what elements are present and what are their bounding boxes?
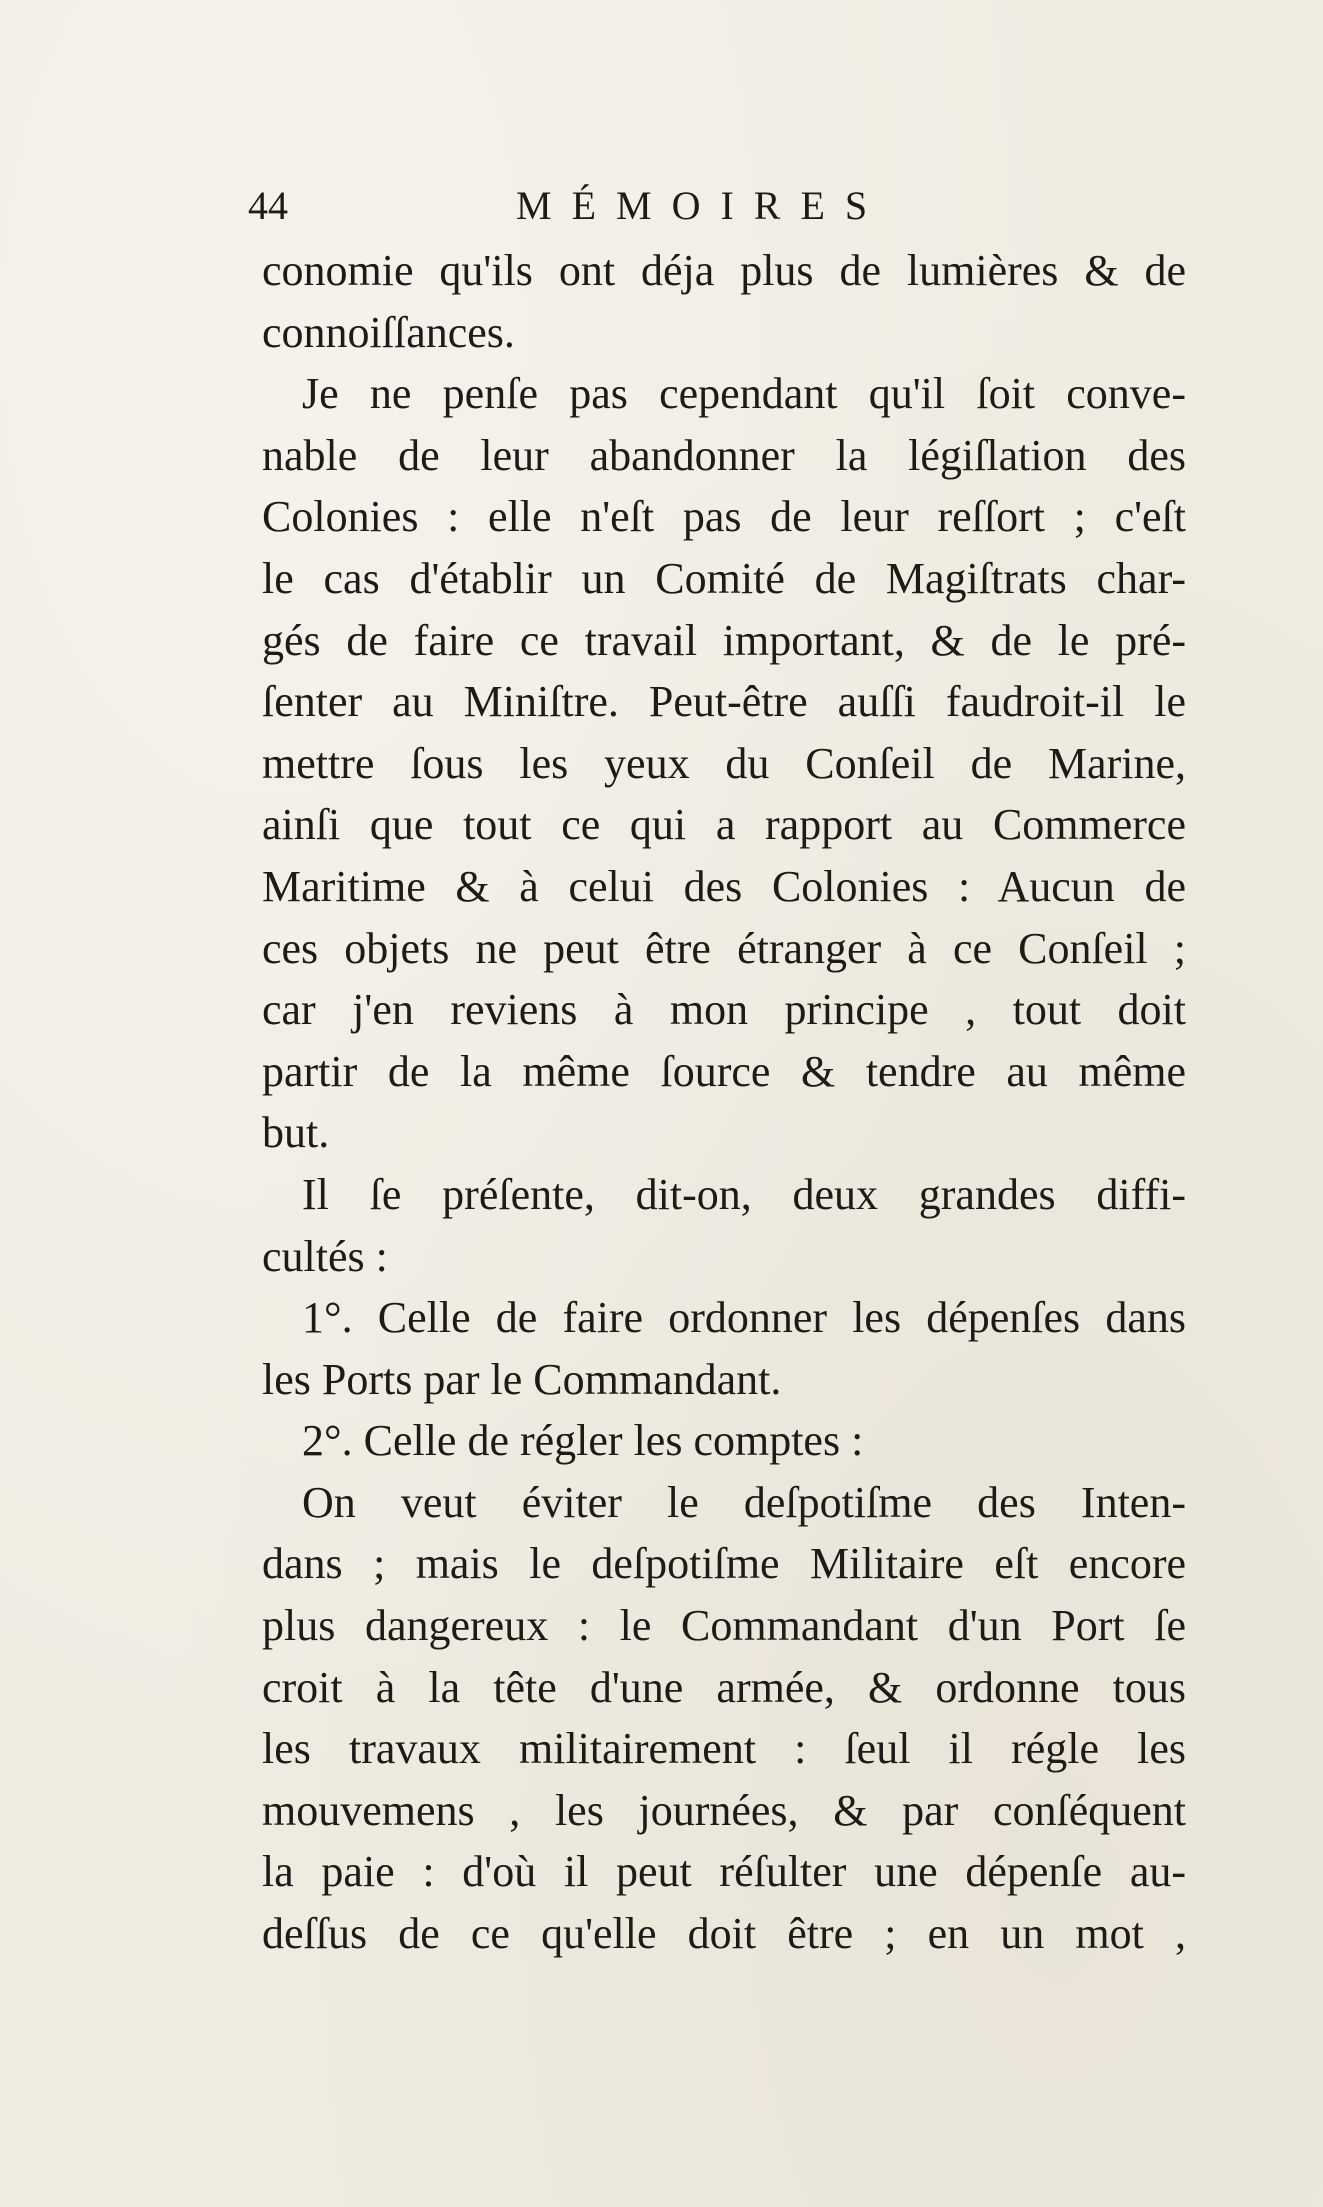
text-line: dans ; mais le deſpotiſme Militaire eſt encore <box>262 1539 1186 1589</box>
text-line: plus dangereux : le Commandant d'un Port ſe <box>262 1601 1186 1651</box>
text-line: Maritime & à celui des Colonies : Aucun de <box>262 861 1186 911</box>
text-line: deſſus de ce qu'elle doit être ; en un mot , <box>262 1909 1186 1959</box>
text-line: les Ports par le Commandant. <box>262 1354 782 1404</box>
text-line: gés de faire ce travail important, & de le pré- <box>262 615 1186 665</box>
text-line: le cas d'établir un Comité de Magiſtrats char- <box>262 553 1186 603</box>
text-line: nable de leur abandonner la légiſlation des <box>262 430 1186 480</box>
text-line: partir de la même ſource & tendre au même <box>262 1046 1186 1096</box>
text-line: Je ne penſe pas cependant qu'il ſoit conve- <box>302 369 1186 419</box>
text-line: ainſi que tout ce qui a rapport au Commerce <box>262 800 1186 850</box>
text-line: ces objets ne peut être étranger à ce Conſeil ; <box>262 923 1186 973</box>
text-line: cultés : <box>262 1231 388 1281</box>
text-line: Il ſe préſente, dit-on, deux grandes diffi- <box>302 1169 1186 1219</box>
text-line: On veut éviter le deſpotiſme des Inten- <box>302 1477 1186 1527</box>
text-line: 1°. Celle de faire ordonner les dépenſes dans <box>302 1293 1186 1343</box>
text-line: la paie : d'où il peut réſulter une dépenſe au- <box>262 1847 1186 1897</box>
text-line: mettre ſous les yeux du Conſeil de Marine, <box>262 738 1186 788</box>
text-line: but. <box>262 1108 330 1158</box>
text-line: 2°. Celle de régler les comptes : <box>302 1416 864 1466</box>
running-head: MÉMOIRES <box>516 183 888 228</box>
page-number: 44 <box>248 183 288 228</box>
text-line: car j'en reviens à mon principe , tout doit <box>262 985 1186 1035</box>
text-line: les travaux militairement : ſeul il régle les <box>262 1724 1186 1774</box>
page-header <box>240 178 1070 234</box>
body-text <box>262 240 1186 1965</box>
text-line: mouvemens , les journées, & par conſéquent <box>262 1785 1186 1835</box>
text-line: conomie qu'ils ont déja plus de lumières & de <box>262 246 1186 295</box>
text-line: croit à la tête d'une armée, & ordonne tous <box>262 1662 1186 1712</box>
text-line: ſenter au Miniſtre. Peut-être auſſi faudroit-il le <box>262 677 1186 727</box>
text-line: Colonies : elle n'eſt pas de leur reſſort ; c'eſt <box>262 492 1186 542</box>
text-line: connoiſſances. <box>262 307 515 357</box>
